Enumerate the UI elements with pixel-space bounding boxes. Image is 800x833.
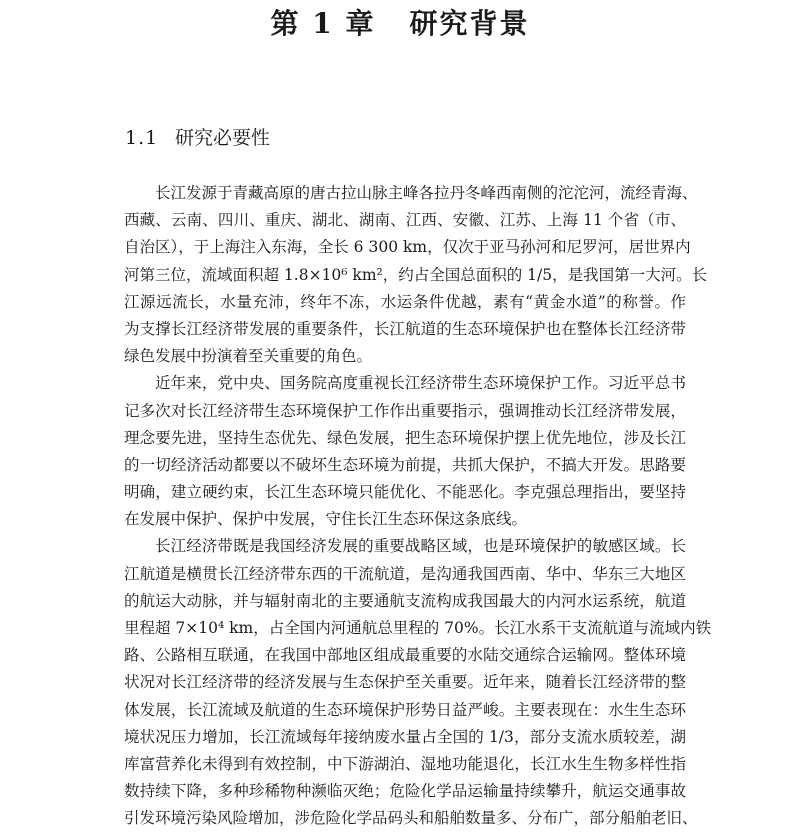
text-line: 引发环境污染风险增加，涉危险化学品码头和船舶数量多、分布广，部分船舶老旧、	[124, 809, 698, 828]
text-line: 境状况压力增加，长江流域每年接纳废水量占全国的 1/3，部分支流水质较差，湖	[124, 727, 686, 746]
paragraph-3	[124, 533, 712, 832]
paragraph-2	[124, 370, 686, 533]
text-line: 的一切经济活动都要以不破坏生态环境为前提，共抓大保护，不搞大开发。思路要	[124, 455, 686, 474]
text-line: 路、公路相互联通，在我国中部地区组成最重要的水陆交通综合运输网。整体环境	[124, 646, 686, 665]
text-line: 里程超 7×10⁴ km，占全国内河通航总里程的 70%。长江水系干支流航道与流域内铁	[124, 619, 712, 637]
text-line: 库富营养化未得到有效控制，中下游湖泊、湿地功能退化，长江水生生物多样性指	[124, 754, 686, 773]
text-line: 理念要先进，坚持生态优先、绿色发展，把生态环境保护摆上优先地位，涉及长江	[124, 428, 686, 447]
text-line: 江航道是横贯长江经济带东西的干流航道，是沟通我国西南、华中、华东三大地区	[124, 564, 686, 583]
text-line: 河第三位，流域面积超 1.8×10⁶ km²，约占全国总面积的 1/5，是我国第一大河。长	[124, 265, 708, 284]
section-number: 1.1	[125, 127, 159, 149]
section-title: 研究必要性	[175, 127, 271, 149]
text-line: 数持续下降，多种珍稀物种濒临灭绝；危险化学品运输量持续攀升，航运交通事故	[124, 782, 686, 801]
chapter-title: 研究背景	[409, 7, 530, 40]
section-heading	[125, 123, 270, 153]
text-line: 的航运大动脉，并与辐射南北的主要通航支流构成我国最大的内河水运系统，航道	[124, 591, 686, 610]
text-line: 记多次对长江经济带生态环境保护工作作出重要指示，强调推动长江经济带发展，	[124, 401, 686, 420]
paragraph-1	[124, 180, 708, 370]
chapter-number: 第 1 章	[270, 7, 376, 40]
text-line: 为支撑长江经济带发展的重要条件，长江航道的生态环境保护也在整体长江经济带	[124, 319, 686, 338]
text-line: 长江发源于青藏高原的唐古拉山脉主峰各拉丹冬峰西南侧的沱沱河，流经青海、	[155, 184, 698, 202]
text-line: 状况对长江经济带的经济发展与生态保护至关重要。近年来，随着长江经济带的整	[124, 673, 686, 692]
text-line: 在发展中保护、保护中发展，守住长江生态环保这条底线。	[124, 510, 528, 529]
text-line: 江源远流长，水量充沛，终年不冻，水运条件优越，素有“黄金水道”的称誉。作	[124, 292, 686, 311]
text-line: 长江经济带既是我国经济发展的重要战略区域，也是环境保护的敏感区域。长	[155, 537, 686, 556]
text-line: 自治区），于上海注入东海，全长 6 300 km，仅次于亚马孙河和尼罗河，居世界内	[124, 238, 691, 257]
text-line: 明确，建立硬约束，长江生态环境只能优化、不能恶化。李克强总理指出，要坚持	[124, 483, 686, 502]
chapter-heading	[0, 4, 800, 44]
text-line: 绿色发展中扮演着至关重要的角色。	[124, 347, 373, 366]
text-line: 西藏、云南、四川、重庆、湖北、湖南、江西、安徽、江苏、上海 11 个省（市、	[124, 211, 686, 230]
body-text	[124, 180, 712, 833]
text-line: 体发展，长江流域及航道的生态环境保护形势日益严峻。主要表现在：水生生态环	[124, 700, 686, 719]
text-line: 近年来，党中央、国务院高度重视长江经济带生态环境保护工作。习近平总书	[155, 374, 686, 393]
